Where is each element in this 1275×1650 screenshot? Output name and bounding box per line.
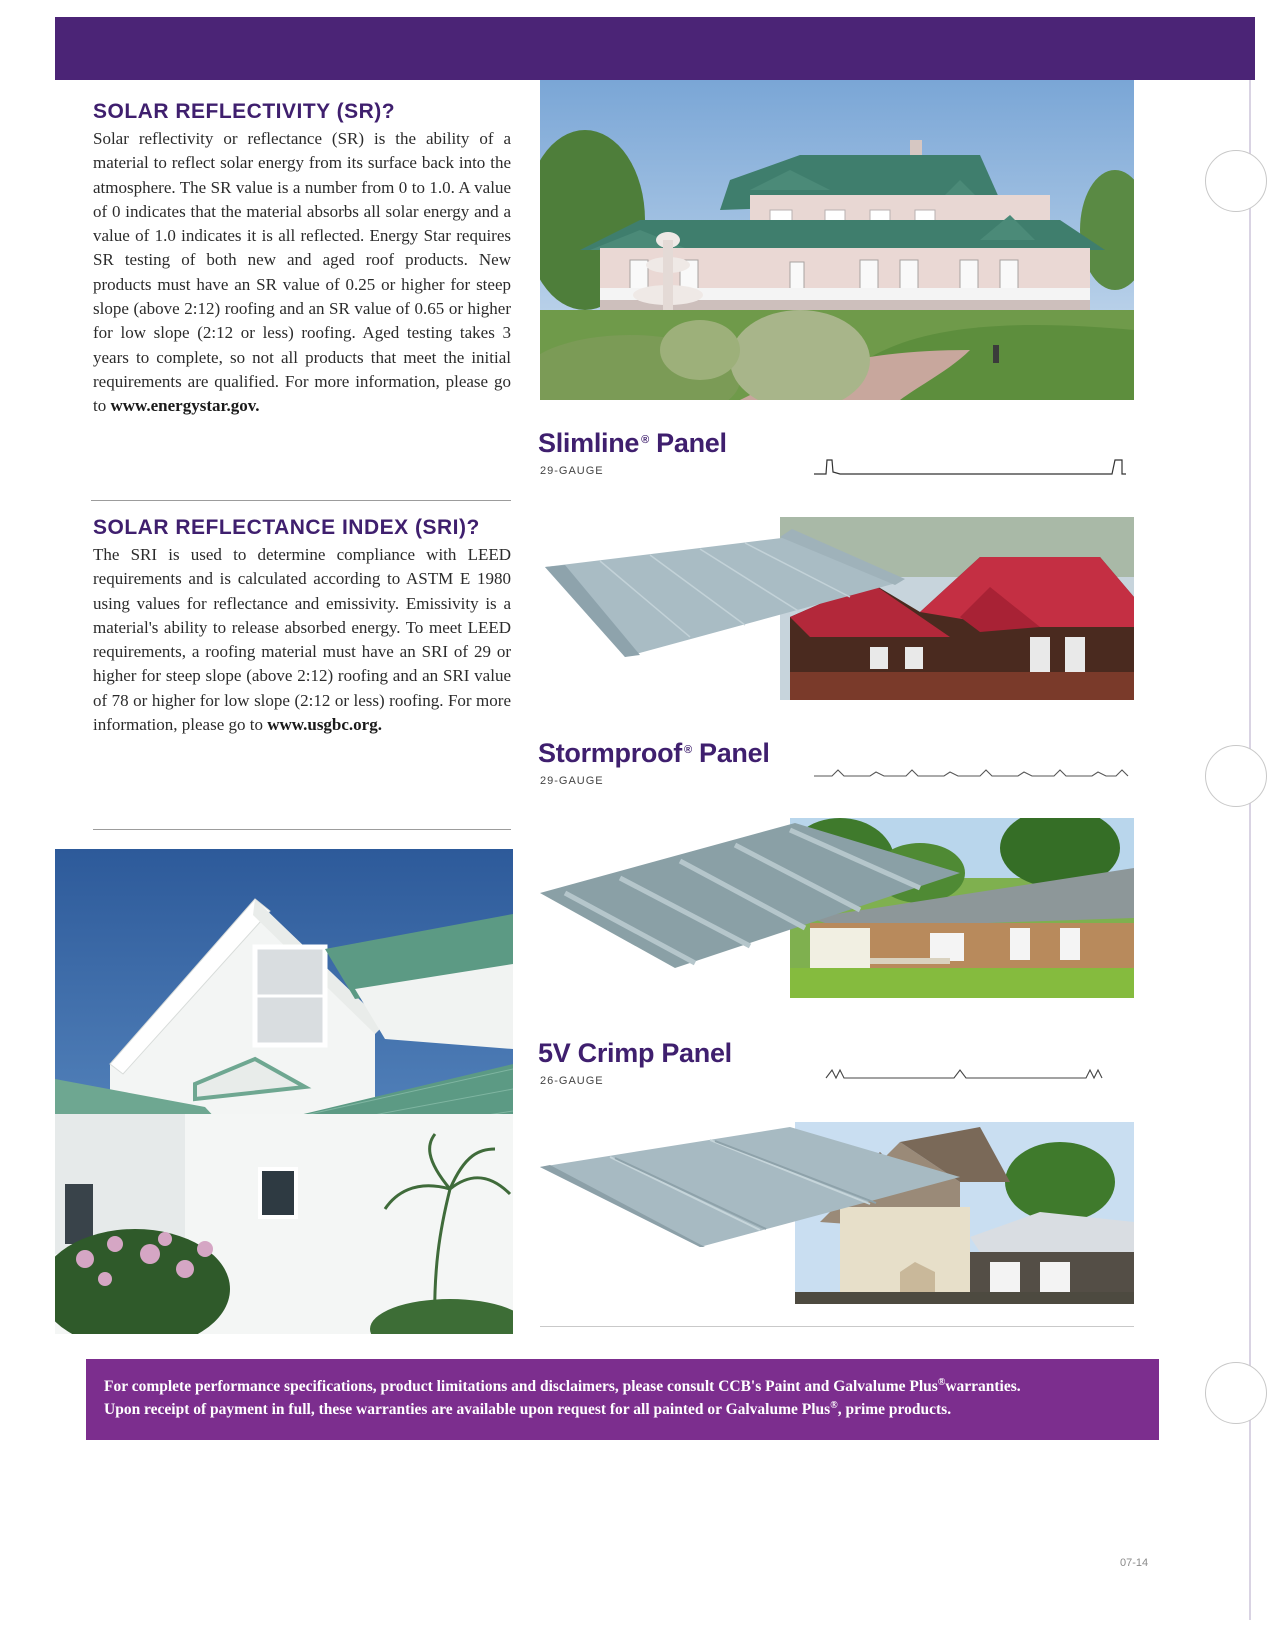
binder-hole — [1205, 1362, 1267, 1424]
top-banner — [55, 17, 1255, 80]
disclaimer-text: , prime products. — [837, 1401, 952, 1419]
farmhouse-photo — [540, 80, 1134, 400]
panel-suffix: Panel — [648, 428, 727, 458]
stormproof-gauge: 29-GAUGE — [540, 775, 604, 787]
sr-body-text: Solar reflectivity or reflectance (SR) is the ability of a material to reflect solar energy from its surface back into the atmosphere. The SR value is a number from 0 to 1.0. A value of 0 indicates that the material absorbs all solar energy and a value of 1.0 indicates it is all reflected. Energy Star requires SR testing of both new and aged roof products. New products must have an SR value of 0.25 or higher for steep slope (above 2:12) roofing and an SR value of 0.65 or higher for low slope (2:12 or less) roofing. Aged testing takes 3 years to complete, so not all products that meet the initial requirements are qualified. For more information, please go to — [93, 129, 511, 416]
stormproof-title — [538, 738, 770, 769]
slimline-product-photo — [540, 517, 1134, 700]
sr-body — [93, 127, 511, 419]
white-house-photo — [55, 849, 513, 1334]
divider — [93, 829, 511, 830]
stormproof-profile-diagram — [812, 762, 1132, 782]
5v-crimp-gauge: 26-GAUGE — [540, 1075, 604, 1087]
stormproof-product-photo — [540, 818, 1134, 998]
page-code: 07-14 — [1120, 1557, 1149, 1569]
stormproof-name: Stormproof — [538, 738, 682, 768]
registered-mark: ® — [683, 744, 692, 756]
5v-crimp-profile-diagram — [824, 1062, 1104, 1082]
binder-hole — [1205, 150, 1267, 212]
energystar-link[interactable]: www.energystar.gov. — [110, 396, 260, 416]
divider — [540, 1326, 1134, 1327]
registered-mark: ® — [641, 434, 649, 446]
sri-heading: SOLAR REFLECTANCE INDEX (SRI)? — [93, 516, 480, 539]
5v-crimp-product-photo — [540, 1122, 1134, 1304]
registered-mark: ® — [830, 1400, 838, 1411]
disclaimer-text: For complete performance specifications, product limitations and disclaimers, please consult CCB's Paint and Galvalume Plus — [104, 1378, 938, 1396]
5v-crimp-name: 5V Crimp Panel — [538, 1038, 732, 1068]
sri-body-text: The SRI is used to determine compliance with LEED requirements and is calculated according to ASTM E 1980 using values for reflectance and emissivity. Emissivity is a material's ability to release absorbed energy. To meet LEED requirements, a roofing material must have an SRI of 29 or higher for steep slope (above 2:12) roofing and an SRI value of 78 or higher for low slope (2:12 or less) roofing. For more information, please go to — [93, 545, 511, 735]
warranty-disclaimer — [86, 1359, 1159, 1440]
sri-body — [93, 543, 511, 737]
disclaimer-text: Upon receipt of payment in full, these warranties are available upon request for all painted or Galvalume Plus — [104, 1401, 831, 1419]
slimline-profile-diagram — [812, 452, 1132, 478]
usgbc-link[interactable]: www.usgbc.org. — [267, 715, 382, 735]
disclaimer-line-1 — [104, 1377, 1147, 1396]
divider — [91, 500, 511, 501]
5v-crimp-title — [538, 1038, 734, 1069]
disclaimer-line-2 — [104, 1400, 1147, 1419]
slimline-title — [538, 428, 727, 459]
disclaimer-text: warranties. — [945, 1378, 1021, 1396]
registered-mark: ® — [937, 1377, 946, 1388]
binder-hole — [1205, 745, 1267, 807]
panel-suffix: Panel — [691, 738, 770, 768]
slimline-gauge: 29-GAUGE — [540, 465, 604, 477]
slimline-name: Slimline — [538, 428, 640, 458]
sr-heading: SOLAR REFLECTIVITY (SR)? — [93, 100, 396, 123]
